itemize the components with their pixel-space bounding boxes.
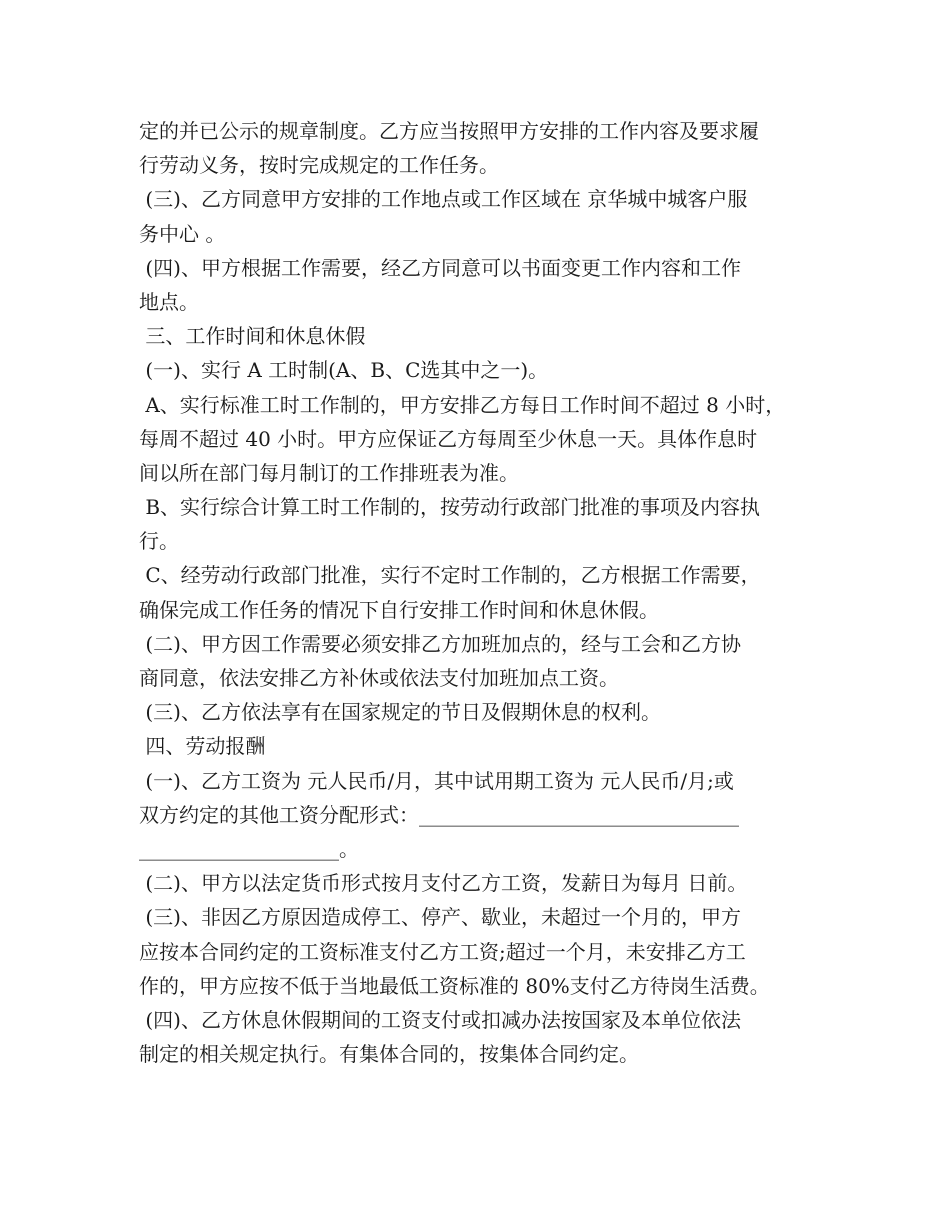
- text-line: 双方约定的其他工资分配形式：________________________________: [139, 802, 739, 827]
- text-line: (四)、乙方休息休假期间的工资支付或扣减办法按国家及本单位依法: [139, 1007, 741, 1032]
- text-line: 间以所在部门每月制订的工作排班表为准。: [139, 460, 519, 485]
- text-line: (三)、乙方依法享有在国家规定的节日及假期休息的权利。: [139, 700, 661, 725]
- text-line: 作的，甲方应按不低于当地最低工资标准的 80%支付乙方待岗生活费。: [139, 973, 770, 998]
- document-body: [139, 114, 829, 1071]
- text-line: B、实行综合计算工时工作制的，按劳动行政部门批准的事项及内容执: [139, 495, 761, 520]
- text-line: 应按本合同约定的工资标准支付乙方工资;超过一个月，未安排乙方工: [139, 939, 746, 964]
- text-line: (三)、乙方同意甲方安排的工作地点或工作区域在 京华城中城客户服: [139, 187, 748, 212]
- text-line: (四)、甲方根据工作需要，经乙方同意可以书面变更工作内容和工作: [139, 255, 741, 280]
- text-line: 地点。: [139, 289, 199, 314]
- text-line: C、经劳动行政部门批准，实行不定时工作制的，乙方根据工作需要，: [139, 563, 761, 588]
- text-line: (一)、实行 A 工时制(A、B、C选其中之一)。: [139, 358, 549, 383]
- text-line: 确保完成工作任务的情况下自行安排工作时间和休息休假。: [139, 597, 659, 622]
- text-line: ____________________。: [139, 836, 359, 861]
- text-line: 行劳动义务，按时完成规定的工作任务。: [139, 153, 499, 178]
- text-line: 制定的相关规定执行。有集体合同的，按集体合同约定。: [139, 1042, 639, 1067]
- text-line: (二)、甲方以法定货币形式按月支付乙方工资，发薪日为每月 日前。: [139, 871, 748, 896]
- text-line: 商同意，依法安排乙方补休或依法支付加班加点工资。: [139, 666, 619, 690]
- section-heading: 三、工作时间和休息休假: [139, 324, 366, 349]
- text-line: A、实行标准工时工作制的，甲方安排乙方每日工作时间不超过 8 小时，: [139, 392, 786, 417]
- text-line: 行。: [139, 529, 179, 554]
- text-line: (一)、乙方工资为 元人民币/月，其中试用期工资为 元人民币/月;或: [139, 768, 734, 793]
- text-line: 每周不超过 40 小时。甲方应保证乙方每周至少休息一天。具体作息时: [139, 426, 758, 451]
- text-line: (三)、非因乙方原因造成停工、停产、歇业，未超过一个月的，甲方: [139, 905, 741, 930]
- section-heading: 四、劳动报酬: [139, 734, 266, 759]
- text-line: 务中心 。: [139, 221, 226, 246]
- text-line: 定的并已公示的规章制度。乙方应当按照甲方安排的工作内容及要求履: [139, 119, 759, 143]
- text-line: (二)、甲方因工作需要必须安排乙方加班加点的，经与工会和乙方协: [139, 631, 741, 656]
